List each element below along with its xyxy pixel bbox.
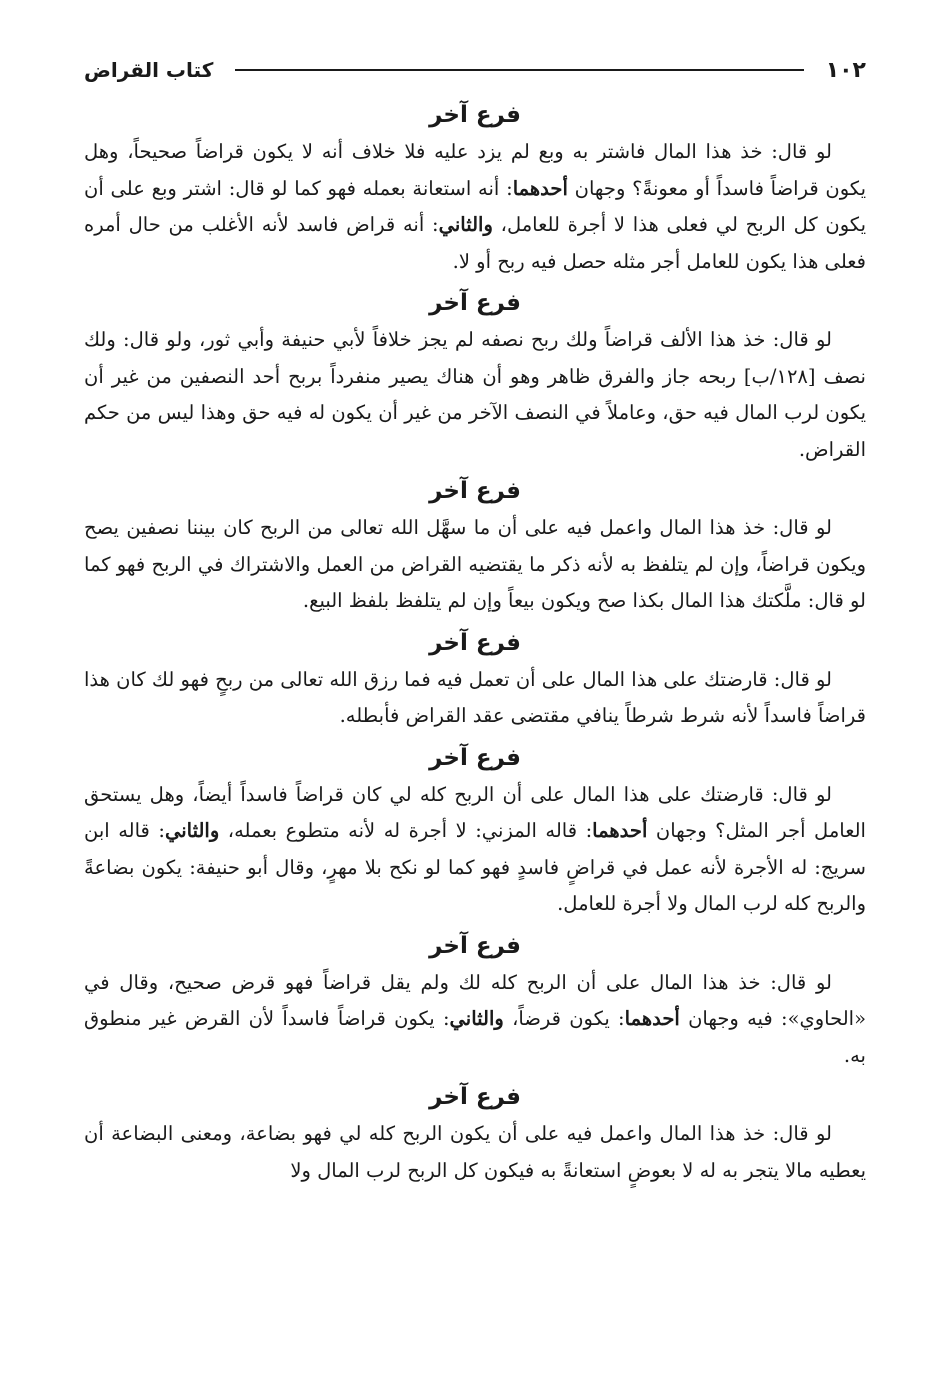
book-page [84, 48, 866, 1189]
section-heading: فرع آخر [429, 744, 521, 771]
bold-term: أحدهما [592, 819, 648, 842]
section-paragraph [84, 322, 866, 468]
running-header [84, 48, 866, 92]
bold-term: أحدهما [624, 1007, 680, 1030]
section [84, 743, 866, 923]
text-run: لو قال: خذ هذا المال فاشتر به وبع لم يزد عليه فلا خلاف أنه لا يكون قراضاً صحيحاً، وهل يكون قراضاً فاسداً أو معونةً؟ وجهان [84, 140, 867, 200]
text-run: : يكون قراضاً فاسداً لأن القرض غير منطوق به. [84, 1007, 866, 1067]
book-title: كتاب القراض [84, 58, 214, 82]
page-number: ١٠٢ [825, 57, 866, 83]
page-body [84, 100, 866, 1189]
section-paragraph [84, 662, 866, 735]
header-rule [235, 69, 803, 71]
section-paragraph [84, 134, 866, 280]
section-heading: فرع آخر [429, 102, 521, 128]
text-run: لو قال: خذ هذا الألف قراضاً ولك ربح نصفه لم يجز خلافاً لأبي حنيفة وأبي ثور، ولو قال: ولك نصف [١٢٨/ب] ربحه جاز والفرق ظاهر وهو أن هناك يصير منفرداً بربح أحد النصفين من غير أن يكون لرب المال فيه حق، وعاملاً في النصف الآخر من غير أن يكون له فيه حق وهذا ليس من حكم القراض. [84, 328, 866, 461]
text-run: : قاله المزني: لا أجرة له لأنه متطوع بعمله، [219, 819, 593, 842]
section [84, 931, 866, 1075]
section [84, 100, 866, 280]
bold-term: والثاني [164, 819, 220, 842]
section-heading: فرع آخر [429, 478, 521, 504]
section-paragraph [84, 1116, 866, 1189]
section-paragraph [84, 777, 866, 923]
text-run: لو قال: خذ هذا المال واعمل فيه على أن يكون الربح كله لي فهو بضاعة، ومعنى البضاعة أن يعطيه مالا يتجر به له لا بعوضٍ استعانةً به فيكون كل الربح لرب المال ولا [84, 1122, 866, 1182]
text-run: : أنه استعانة بعمله فهو كما لو قال: اشتر وبع على أن يكون كل الربح لي فعلى هذا لا أجرة للعامل، [84, 176, 866, 236]
text-run: : قاله ابن سريج: له الأجرة لأنه عمل في قراضٍ فاسدٍ فهو كما لو نكح بلا مهرٍ، وقال أبو حنيفة: يكون بضاعةً والربح كله لرب المال ولا أجرة للعامل. [84, 819, 866, 915]
bold-term: والثاني [449, 1007, 504, 1030]
text-run: : يكون قرضاً، [503, 1007, 625, 1030]
text-run: لو قال: قارضتك على هذا المال على أن تعمل فيه فما رزق الله تعالى من ربحٍ فهو لك كان هذا قراضاً فاسداً لأنه شرط شرطاً ينافي مقتضى عقد القراض فأبطله. [84, 667, 866, 727]
text-run: لو قال: خذ هذا المال واعمل فيه على أن ما سهَّل الله تعالى من الربح كان بيننا نصفين يصح ويكون قراضاً، وإن لم يتلفظ به لأنه ذكر ما يقتضيه القراض من العمل والاشتراك في الربح فهو كما لو قال: ملَّكتك هذا المال بكذا صح ويكون بيعاً وإن لم يتلفظ بلفظ البيع. [84, 516, 866, 612]
section [84, 628, 866, 735]
bold-term: أحدهما [512, 176, 568, 200]
section [84, 288, 866, 468]
section-paragraph [84, 965, 866, 1075]
section [84, 1082, 866, 1189]
text-run: لو قال: خذ هذا المال على أن الربح كله لك ولم يقل قراضاً فهو قرض صحيح، وقال في «الحاوي»: فيه وجهان [84, 970, 866, 1030]
section-heading: فرع آخر [429, 932, 521, 959]
section-heading: فرع آخر [429, 1084, 521, 1110]
text-run: لو قال: قارضتك على هذا المال على أن الربح كله لي كان قراضاً فاسداً أيضاً، وهل يستحق العامل أجر المثل؟ وجهان [84, 782, 866, 842]
section-paragraph [84, 510, 866, 620]
section-heading: فرع آخر [429, 629, 521, 656]
section [84, 476, 866, 620]
text-run: : أنه قراض فاسد لأنه الأغلب من حال أمره فعلى هذا يكون للعامل أجر مثله حصل فيه ربح أو لا. [84, 213, 866, 273]
bold-term: والثاني [438, 213, 493, 236]
section-heading: فرع آخر [429, 290, 521, 316]
